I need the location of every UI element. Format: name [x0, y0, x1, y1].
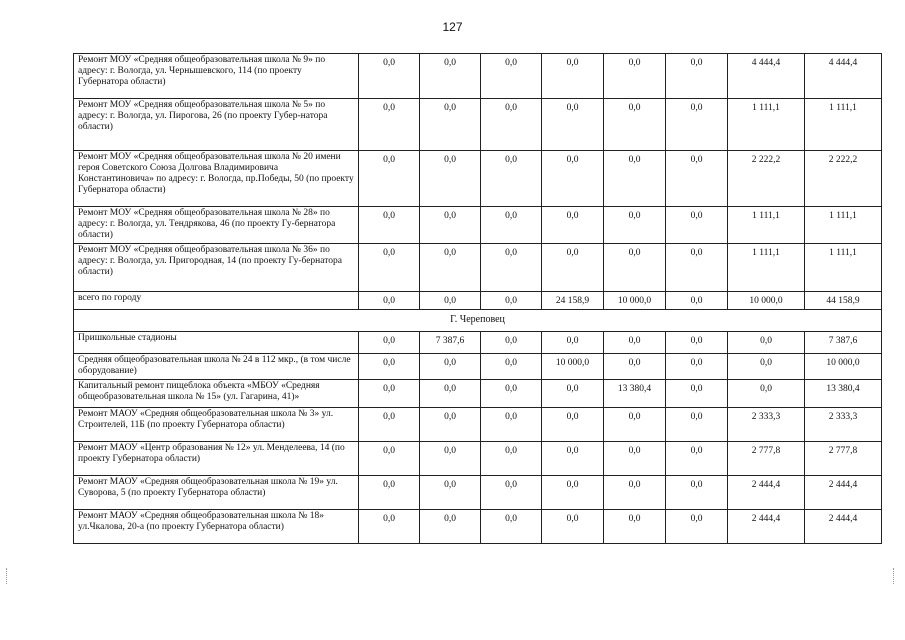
value-cell: 0,0	[666, 54, 728, 99]
value-cell: 0,0	[604, 510, 666, 544]
value-cell: 13 380,4	[805, 380, 882, 408]
section-title: Г. Череповец	[74, 310, 882, 332]
value-cell: 0,0	[481, 151, 542, 207]
table-row	[74, 332, 882, 354]
value-cell: 0,0	[481, 354, 542, 380]
cherepovets-rows	[74, 332, 882, 544]
value-cell: 0,0	[666, 354, 728, 380]
row-description: Ремонт МОУ «Средняя общеобразовательная школа № 20 имени героя Советского Союза Долгова Владимировича Константиновича» по адресу: г. Вологда, пр.Победы, 50 (по проекту Губернатора области)	[74, 151, 359, 207]
value-cell: 2 777,8	[728, 442, 805, 476]
table-row	[74, 408, 882, 442]
table-row	[74, 244, 882, 292]
value-cell: 0,0	[666, 510, 728, 544]
value-cell: 2 333,3	[805, 408, 882, 442]
table-row	[74, 442, 882, 476]
value-cell: 0,0	[666, 442, 728, 476]
value-cell: 13 380,4	[604, 380, 666, 408]
value-cell: 0,0	[481, 476, 542, 510]
value-cell: 0,0	[728, 354, 805, 380]
value-cell: 0,0	[542, 476, 604, 510]
value-cell: 0,0	[420, 476, 481, 510]
value-cell: 0,0	[604, 151, 666, 207]
value-cell: 0,0	[542, 99, 604, 151]
value-cell: 1 111,1	[805, 99, 882, 151]
value-cell: 0,0	[666, 151, 728, 207]
value-cell: 0,0	[359, 244, 420, 292]
value-cell: 0,0	[604, 354, 666, 380]
row-description: Ремонт МАОУ «Средняя общеобразовательная школа № 19» ул. Суворова, 5 (по проекту Губернатора области)	[74, 476, 359, 510]
value-cell: 0,0	[359, 332, 420, 354]
value-cell: 0,0	[420, 292, 481, 310]
value-cell: 0,0	[481, 442, 542, 476]
value-cell: 0,0	[542, 151, 604, 207]
value-cell: 0,0	[666, 332, 728, 354]
table-row	[74, 54, 882, 99]
value-cell: 2 222,2	[728, 151, 805, 207]
value-cell: 0,0	[728, 380, 805, 408]
value-cell: 10 000,0	[604, 292, 666, 310]
value-cell: 2 444,4	[728, 476, 805, 510]
value-cell: 0,0	[359, 151, 420, 207]
value-cell: 10 000,0	[542, 354, 604, 380]
value-cell: 0,0	[542, 244, 604, 292]
page-number: 127	[442, 20, 463, 34]
value-cell: 2 222,2	[805, 151, 882, 207]
value-cell: 0,0	[481, 244, 542, 292]
row-description: Капитальный ремонт пищеблока объекта «МБОУ «Средняя общеобразовательная школа № 15» (ул. Гагарина, 41)»	[74, 380, 359, 408]
value-cell: 0,0	[604, 244, 666, 292]
value-cell: 0,0	[542, 510, 604, 544]
value-cell: 0,0	[666, 408, 728, 442]
value-cell: 0,0	[481, 380, 542, 408]
value-cell: 0,0	[420, 54, 481, 99]
value-cell: 2 444,4	[805, 510, 882, 544]
value-cell: 0,0	[420, 408, 481, 442]
value-cell: 0,0	[666, 380, 728, 408]
table-row	[74, 151, 882, 207]
value-cell: 1 111,1	[728, 99, 805, 151]
value-cell: 0,0	[604, 476, 666, 510]
value-cell: 0,0	[542, 207, 604, 244]
value-cell: 0,0	[359, 408, 420, 442]
value-cell: 0,0	[481, 99, 542, 151]
value-cell: 1 111,1	[728, 207, 805, 244]
value-cell: 0,0	[604, 54, 666, 99]
value-cell: 0,0	[666, 99, 728, 151]
value-cell: 0,0	[359, 292, 420, 310]
value-cell: 2 777,8	[805, 442, 882, 476]
value-cell: 0,0	[420, 510, 481, 544]
value-cell: 0,0	[359, 207, 420, 244]
row-description: Ремонт МОУ «Средняя общеобразовательная школа № 28» по адресу: г. Вологда, ул. Тендрякова, 46 (по проекту Гу-бернатора области)	[74, 207, 359, 244]
value-cell: 0,0	[666, 292, 728, 310]
value-cell: 0,0	[420, 354, 481, 380]
row-description: Ремонт МОУ «Средняя общеобразовательная школа № 9» по адресу: г. Вологда, ул. Чернышевского, 114 (по проекту Губернатора области)	[74, 54, 359, 99]
table-row	[74, 207, 882, 244]
value-cell: 0,0	[542, 332, 604, 354]
row-description: Средняя общеобразовательная школа № 24 в 112 мкр., (в том числе оборудование)	[74, 354, 359, 380]
value-cell: 2 444,4	[805, 476, 882, 510]
scan-edge-marks	[6, 568, 11, 584]
row-description: Ремонт МОУ «Средняя общеобразовательная школа № 36» по адресу: г. Вологда, ул. Пригородная, 14 (по проекту Гу-бернатора области)	[74, 244, 359, 292]
value-cell: 0,0	[481, 408, 542, 442]
value-cell: 10 000,0	[728, 292, 805, 310]
table-row	[74, 99, 882, 151]
section-header-row	[74, 310, 882, 332]
value-cell: 0,0	[666, 207, 728, 244]
value-cell: 7 387,6	[805, 332, 882, 354]
value-cell: 24 158,9	[542, 292, 604, 310]
table-row	[74, 476, 882, 510]
value-cell: 0,0	[420, 207, 481, 244]
value-cell: 4 444,4	[728, 54, 805, 99]
value-cell: 0,0	[420, 151, 481, 207]
value-cell: 0,0	[481, 292, 542, 310]
table-row	[74, 292, 882, 310]
value-cell: 10 000,0	[805, 354, 882, 380]
value-cell: 0,0	[420, 442, 481, 476]
value-cell: 0,0	[481, 207, 542, 244]
value-cell: 0,0	[542, 442, 604, 476]
row-description: всего по городу	[74, 292, 359, 310]
value-cell: 0,0	[481, 54, 542, 99]
value-cell: 0,0	[420, 244, 481, 292]
value-cell: 0,0	[604, 442, 666, 476]
value-cell: 0,0	[481, 332, 542, 354]
value-cell: 0,0	[604, 332, 666, 354]
row-description: Ремонт МОУ «Средняя общеобразовательная школа № 5» по адресу: г. Вологда, ул. Пирогова, 26 (по проекту Губер-натора области)	[74, 99, 359, 151]
scan-edge-marks	[893, 568, 898, 584]
value-cell: 0,0	[604, 99, 666, 151]
value-cell: 0,0	[420, 99, 481, 151]
vologda-rows	[74, 54, 882, 310]
value-cell: 0,0	[481, 510, 542, 544]
table-row	[74, 380, 882, 408]
value-cell: 0,0	[542, 54, 604, 99]
value-cell: 1 111,1	[728, 244, 805, 292]
value-cell: 2 444,4	[728, 510, 805, 544]
value-cell: 0,0	[604, 408, 666, 442]
row-description: Пришкольные стадионы	[74, 332, 359, 354]
table-row	[74, 354, 882, 380]
value-cell: 44 158,9	[805, 292, 882, 310]
row-description: Ремонт МАОУ «Средняя общеобразовательная школа № 18» ул.Чкалова, 20-а (по проекту Губернатора области)	[74, 510, 359, 544]
value-cell: 0,0	[728, 332, 805, 354]
value-cell: 0,0	[542, 408, 604, 442]
row-description: Ремонт МАОУ «Центр образования № 12» ул. Менделеева, 14 (по проекту Губернатора области)	[74, 442, 359, 476]
value-cell: 4 444,4	[805, 54, 882, 99]
value-cell: 0,0	[666, 476, 728, 510]
value-cell: 1 111,1	[805, 207, 882, 244]
value-cell: 0,0	[420, 380, 481, 408]
row-description: Ремонт МАОУ «Средняя общеобразовательная школа № 3» ул. Строителей, 11Б (по проекту Губернатора области)	[74, 408, 359, 442]
value-cell: 0,0	[542, 380, 604, 408]
value-cell: 0,0	[359, 476, 420, 510]
value-cell: 0,0	[359, 54, 420, 99]
value-cell: 0,0	[604, 207, 666, 244]
value-cell: 1 111,1	[805, 244, 882, 292]
value-cell: 0,0	[359, 354, 420, 380]
value-cell: 0,0	[666, 244, 728, 292]
budget-table	[73, 53, 882, 544]
value-cell: 0,0	[359, 510, 420, 544]
table-row	[74, 510, 882, 544]
value-cell: 2 333,3	[728, 408, 805, 442]
value-cell: 7 387,6	[420, 332, 481, 354]
value-cell: 0,0	[359, 99, 420, 151]
value-cell: 0,0	[359, 442, 420, 476]
value-cell: 0,0	[359, 380, 420, 408]
